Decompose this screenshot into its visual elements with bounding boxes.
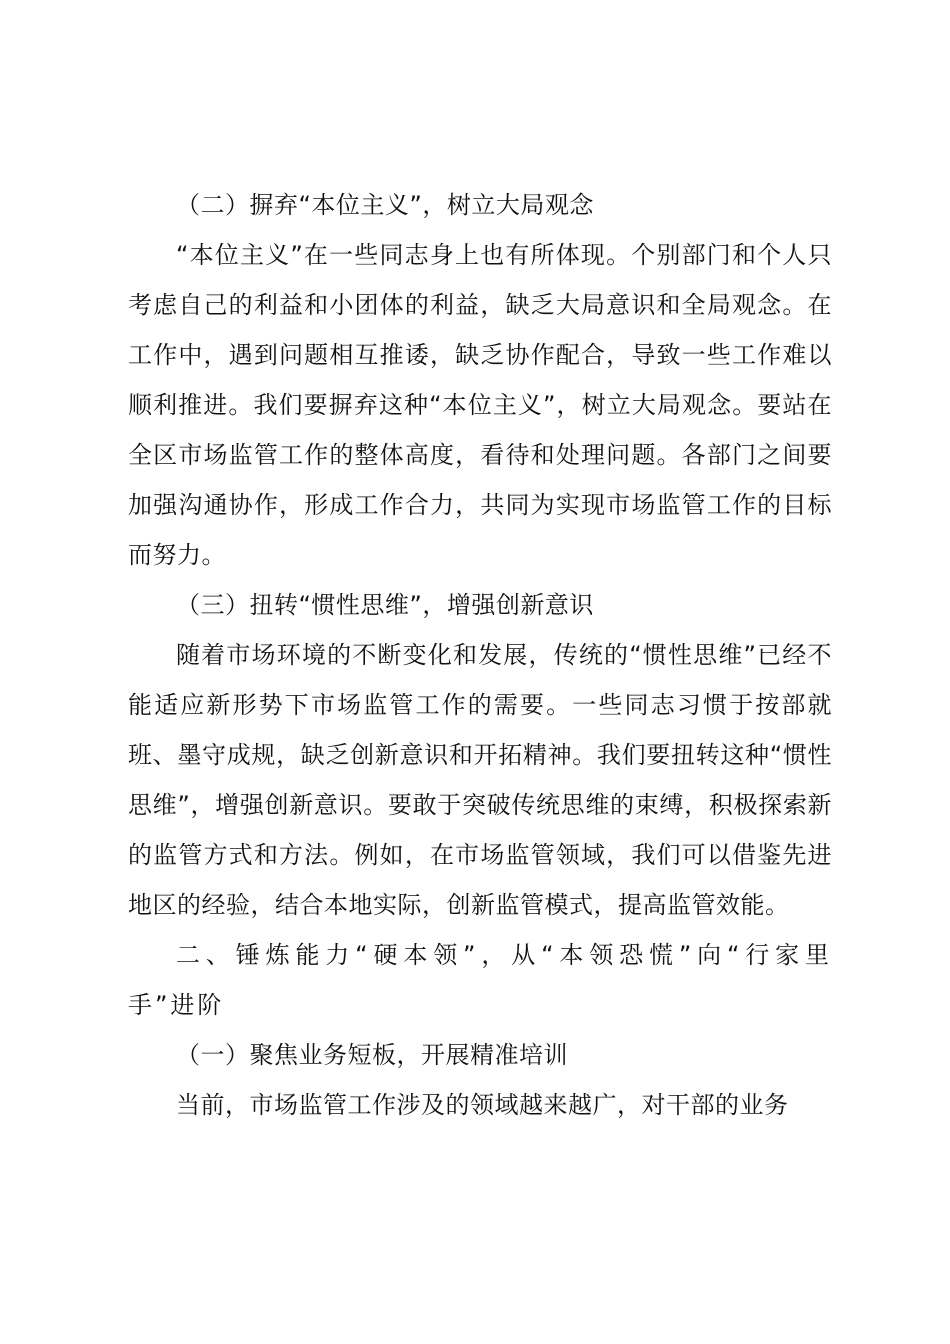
chapter-heading-2: 二、锤炼能力“硬本领”，从“本领恐慌”向“行家里手”进阶 <box>128 941 832 1019</box>
paragraph-current: 当前，市场监管工作涉及的领域越来越广，对干部的业务 <box>176 1091 789 1119</box>
paragraph-guanxing: 随着市场环境的不断变化和发展，传统的“惯性思维”已经不能适应新形势下市场监管工作的需要。一些同志习惯于按部就班、墨守成规，缺乏创新意识和开拓精神。我们要扭转这种“惯性思维”，增强创新意识。要敢于突破传统思维的束缚，积极探索新的监管方式和方法。例如，在市场监管领域，我们可以借鉴先进地区的经验，结合本地实际，创新监管模式，提高监管效能。 <box>128 641 832 919</box>
section-heading-2: （二）摒弃“本位主义”，树立大局观念 <box>176 191 594 219</box>
section-heading-3: （三）扭转“惯性思维”，增强创新意识 <box>176 591 594 619</box>
section-heading-1: （一）聚焦业务短板，开展精准培训 <box>176 1041 568 1069</box>
document-body <box>128 180 832 1130</box>
paragraph-benwei: “本位主义”在一些同志身上也有所体现。个别部门和个人只考虑自己的利益和小团体的利益，缺乏大局意识和全局观念。在工作中，遇到问题相互推诿，缺乏协作配合，导致一些工作难以顺利推进。我们要摒弃这种“本位主义”，树立大局观念。要站在全区市场监管工作的整体高度，看待和处理问题。各部门之间要加强沟通协作，形成工作合力，共同为实现市场监管工作的目标而努力。 <box>128 241 832 569</box>
